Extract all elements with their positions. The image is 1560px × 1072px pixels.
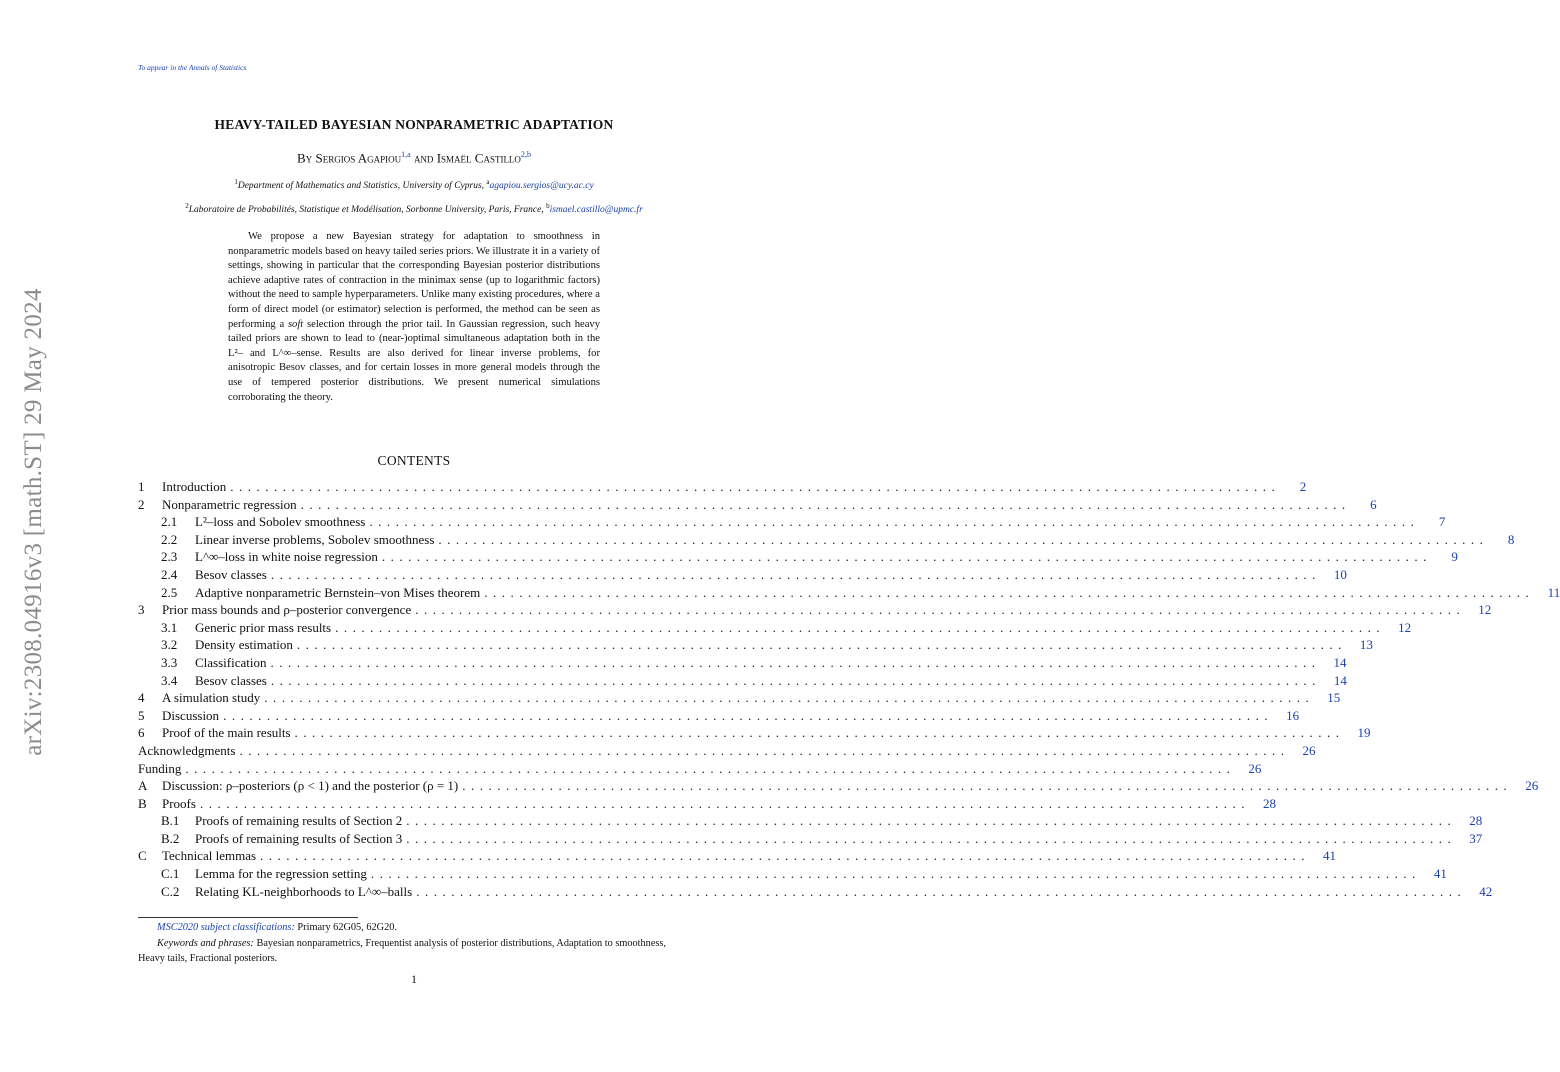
toc-leader-dots: ........................................................................................................................ <box>335 619 1386 635</box>
affiliation-1-email-link[interactable]: agapiou.sergios@ucy.ac.cy <box>489 181 594 192</box>
toc-entry[interactable] <box>138 619 1412 637</box>
toc-page-link[interactable]: 2 <box>1299 479 1307 494</box>
toc-leader-dots: ........................................................................................................................ <box>415 602 1466 618</box>
msc-text: Primary 62G05, 62G20. <box>294 922 397 933</box>
toc-page-link[interactable]: 9 <box>1451 549 1458 565</box>
toc-leader-dots: ........................................................................................................................ <box>370 866 1421 882</box>
toc-leader-dots: ........................................................................................................................ <box>270 672 1321 688</box>
toc-entry-number: 3.2 <box>161 637 178 653</box>
page-number: 1 <box>411 972 417 986</box>
toc-leader-dots: ........................................................................................................................ <box>369 514 1420 530</box>
toc-entry-number: B.1 <box>161 813 180 829</box>
toc-entry[interactable] <box>138 496 1377 514</box>
toc-entry-number: C.1 <box>161 866 180 882</box>
toc-entry-number: 3.3 <box>161 654 178 670</box>
toc-leader-dots: ........................................................................................................................ <box>239 742 1290 758</box>
toc-leader-dots: ........................................................................................................................ <box>484 584 1535 600</box>
toc-page-link[interactable]: 12 <box>1478 602 1492 618</box>
toc-entry-number: B.2 <box>161 830 180 846</box>
toc-entry-title[interactable]: Funding <box>138 760 182 776</box>
abstract-part-1: We propose a new Bayesian strategy for adaptation to smoothness in nonparametric models based on heavy tailed series priors. We illustrate it in a variety of settings, showing in particular that the corresponding Bayesian posterior distributions achieve adaptive rates of contraction in the minimax sense (up to logarithmic factors) without the need to sample hyperparameters. Unlike many existing procedures, where a form of direct model (or estimator) selection is performed, the method can be seen as performing a <box>228 231 600 330</box>
affiliation-1-num: 1 <box>234 178 238 186</box>
toc-leader-dots: ........................................................................................................................ <box>185 760 1236 776</box>
toc-leader-dots: ........................................................................................................................ <box>230 479 1281 494</box>
toc-leader-dots: ........................................................................................................................ <box>381 549 1432 565</box>
toc-page-link[interactable]: 10 <box>1333 566 1347 582</box>
toc-entry-title[interactable]: Lemma for the regression setting <box>195 866 367 882</box>
toc-entry-title[interactable]: Technical lemmas <box>162 848 257 864</box>
toc-entry[interactable] <box>138 601 1492 619</box>
toc-entry-number: B <box>138 795 147 811</box>
toc-entry-number: 2.1 <box>161 514 178 530</box>
author-2: Ismaël Castillo <box>436 150 521 166</box>
toc-entry[interactable] <box>138 654 1347 672</box>
journal-note[interactable]: To appear in the Annals of Statistics <box>138 63 247 72</box>
toc-page-link[interactable]: 8 <box>1507 531 1515 547</box>
toc-entry-title[interactable]: Proof of the main results <box>162 725 291 741</box>
toc-entry[interactable] <box>138 742 1316 760</box>
toc-page-link[interactable]: 26 <box>1248 760 1262 776</box>
toc-entry-title[interactable]: Discussion <box>162 707 220 723</box>
toc-entry-number: 1 <box>138 479 145 494</box>
toc-leader-dots: ........................................................................................................................ <box>462 778 1513 794</box>
toc-page-link[interactable]: 15 <box>1327 690 1341 706</box>
contents-heading: CONTENTS <box>377 453 451 468</box>
toc-entry[interactable] <box>138 883 1493 901</box>
toc-leader-dots: ........................................................................................................................ <box>300 496 1351 512</box>
toc-leader-dots: ........................................................................................................................ <box>406 813 1457 829</box>
msc-link[interactable]: MSC2020 subject classifications: <box>157 922 295 933</box>
toc-page-link[interactable]: 14 <box>1333 654 1347 670</box>
toc-page-link[interactable]: 26 <box>1525 778 1539 794</box>
toc-entry[interactable] <box>138 584 1560 602</box>
toc-entry[interactable] <box>138 830 1483 848</box>
author-2-affil-link[interactable]: 2,b <box>520 150 531 159</box>
toc-leader-dots: ........................................................................................................................ <box>270 654 1321 670</box>
toc-entry-title[interactable]: Adaptive nonparametric Bernstein–von Mises theorem <box>195 584 481 600</box>
toc-page-link[interactable]: 14 <box>1333 672 1347 688</box>
table-of-contents <box>138 478 1560 900</box>
arxiv-sidebar-stamp <box>14 262 54 782</box>
toc-entry[interactable] <box>138 566 1347 584</box>
abstract <box>228 230 600 405</box>
affiliation-2-text: Laboratoire de Probabilités, Statistique et Modélisation, Sorbonne University, Paris, France, <box>188 205 547 216</box>
toc-entry[interactable] <box>138 672 1347 690</box>
toc-entry-title[interactable]: Acknowledgments <box>138 742 236 758</box>
toc-entry-title[interactable]: Classification <box>195 654 267 670</box>
toc-entry-title[interactable]: Linear inverse problems, Sobolev smoothness <box>195 531 435 547</box>
toc-page-link[interactable]: 28 <box>1469 813 1483 829</box>
toc-page-link[interactable]: 37 <box>1469 830 1483 846</box>
toc-page-link[interactable]: 7 <box>1438 514 1446 530</box>
toc-entry-number: 6 <box>138 725 145 741</box>
toc-page-link[interactable]: 19 <box>1357 725 1371 741</box>
keywords-text: Bayesian nonparametrics, Frequentist analysis of posterior distributions, Adaptation to smoothness, Heavy tails, Fractional posteriors. <box>138 938 666 964</box>
footnote-rule <box>138 917 358 918</box>
toc-leader-dots: ........................................................................................................................ <box>199 795 1250 811</box>
toc-entry-number: 2.2 <box>161 531 178 547</box>
msc-footnote <box>157 922 397 933</box>
keywords-footnote <box>138 937 690 966</box>
toc-entry-title[interactable]: Introduction <box>162 479 227 494</box>
toc-entry-title[interactable]: Relating KL-neighborhoods to L^∞–balls <box>195 883 413 899</box>
toc-entry-number: 3 <box>138 602 145 618</box>
toc-leader-dots: ........................................................................................................................ <box>264 690 1315 706</box>
toc-entry-title[interactable]: Besov classes <box>195 566 267 582</box>
toc-entry-number: 3.4 <box>161 672 178 688</box>
toc-leader-dots: ........................................................................................................................ <box>294 725 1345 741</box>
toc-entry[interactable] <box>138 812 1483 830</box>
toc-entry[interactable] <box>138 777 1539 795</box>
toc-page-link[interactable]: 12 <box>1398 619 1412 635</box>
toc-entry[interactable] <box>138 707 1300 725</box>
toc-entry-number: 2.4 <box>161 566 178 582</box>
arxiv-identifier: arXiv:2308.04916v3 [math.ST] 29 May 2024 <box>20 288 47 756</box>
affiliation-2 <box>0 202 828 215</box>
toc-page-link[interactable]: 41 <box>1323 848 1337 864</box>
toc-page-link[interactable]: 11 <box>1547 584 1560 600</box>
toc-entry[interactable] <box>138 724 1371 742</box>
affiliation-1 <box>0 178 828 191</box>
toc-entry-title[interactable]: Proofs of remaining results of Section 3 <box>195 830 403 846</box>
toc-entry[interactable] <box>138 636 1373 654</box>
toc-leader-dots: ........................................................................................................................ <box>223 707 1274 723</box>
toc-entry-number: 3.1 <box>161 619 178 635</box>
toc-entry-title[interactable]: Nonparametric regression <box>162 496 297 512</box>
toc-entry-number: 2 <box>138 496 145 512</box>
keywords-label: Keywords and phrases: <box>157 938 254 949</box>
toc-page-link[interactable]: 28 <box>1262 795 1276 811</box>
toc-entry-number: 4 <box>138 690 145 706</box>
author-line <box>0 150 828 166</box>
toc-entry-number: 2.3 <box>161 549 178 565</box>
toc-entry[interactable] <box>138 689 1341 707</box>
affiliation-2-email-link[interactable]: ismael.castillo@upmc.fr <box>549 205 643 216</box>
toc-page-link[interactable]: 16 <box>1286 707 1300 723</box>
toc-entry-title[interactable]: Discussion: ρ–posteriors (ρ < 1) and the posterior (ρ = 1) <box>162 778 459 794</box>
toc-entry[interactable] <box>138 847 1337 865</box>
toc-entry[interactable] <box>138 795 1276 813</box>
affiliation-2-email-sup: b <box>546 202 550 210</box>
toc-entry[interactable] <box>138 548 1458 566</box>
toc-page-link[interactable]: 42 <box>1479 883 1493 899</box>
toc-entry-title[interactable]: Prior mass bounds and ρ–posterior convergence <box>162 602 412 618</box>
paper-title: HEAVY-TAILED BAYESIAN NONPARAMETRIC ADAPTATION <box>214 117 614 132</box>
toc-entry-title[interactable]: Proofs of remaining results of Section 2 <box>195 813 403 829</box>
toc-entry-number: A <box>138 778 148 794</box>
toc-entry-number: 2.5 <box>161 584 178 600</box>
affiliation-2-num: 2 <box>185 202 189 210</box>
by-word: By <box>297 150 313 166</box>
toc-entry-title[interactable]: Proofs <box>162 795 196 811</box>
toc-page-link[interactable]: 26 <box>1302 742 1316 758</box>
toc-entry[interactable] <box>138 865 1447 883</box>
toc-entry-number: C.2 <box>161 883 180 899</box>
toc-entry-title[interactable]: A simulation study <box>162 690 261 706</box>
toc-entry-title[interactable]: L²–loss and Sobolev smoothness <box>195 514 366 530</box>
toc-entry-title[interactable]: L^∞–loss in white noise regression <box>195 549 378 565</box>
toc-entry[interactable] <box>138 531 1515 549</box>
toc-page-link[interactable]: 41 <box>1433 866 1447 882</box>
abstract-part-2: selection through the prior tail. In Gaussian regression, such heavy tailed priors are shown to lead to (near-)optimal simultaneous adaptation both in the L²– and L^∞–sense. Results are also derived for linear inverse problems, for anisotropic Besov classes, and for certain losses in more general models through the use of tempered posterior distributions. We present numerical simulations corroborating the theory. <box>228 318 600 403</box>
toc-leader-dots: ........................................................................................................................ <box>406 830 1457 846</box>
abstract-emphasis: soft <box>287 318 304 330</box>
toc-leader-dots: ........................................................................................................................ <box>416 883 1467 899</box>
affiliation-1-email-sup: a <box>486 178 490 186</box>
and-word: and <box>413 150 434 166</box>
toc-entry-number: 5 <box>138 707 145 723</box>
author-1: Sergios Agapiou <box>315 150 402 166</box>
toc-entry[interactable] <box>138 513 1446 531</box>
toc-leader-dots: ........................................................................................................................ <box>270 566 1321 582</box>
toc-page-link[interactable]: 6 <box>1370 496 1377 512</box>
toc-entry-title[interactable]: Density estimation <box>195 637 293 653</box>
toc-leader-dots: ........................................................................................................................ <box>438 531 1489 547</box>
toc-entry-number: C <box>138 848 147 864</box>
author-1-affil-link[interactable]: 1,a <box>401 150 411 159</box>
toc-entry[interactable] <box>138 760 1262 778</box>
toc-leader-dots: ........................................................................................................................ <box>260 848 1311 864</box>
toc-page-link[interactable]: 13 <box>1359 637 1373 653</box>
toc-entry[interactable] <box>138 478 1307 496</box>
toc-entry-title[interactable]: Besov classes <box>195 672 267 688</box>
toc-leader-dots: ........................................................................................................................ <box>296 637 1347 653</box>
toc-entry-title[interactable]: Generic prior mass results <box>195 619 332 635</box>
affiliation-1-text: Department of Mathematics and Statistics, University of Cyprus, <box>237 181 487 192</box>
